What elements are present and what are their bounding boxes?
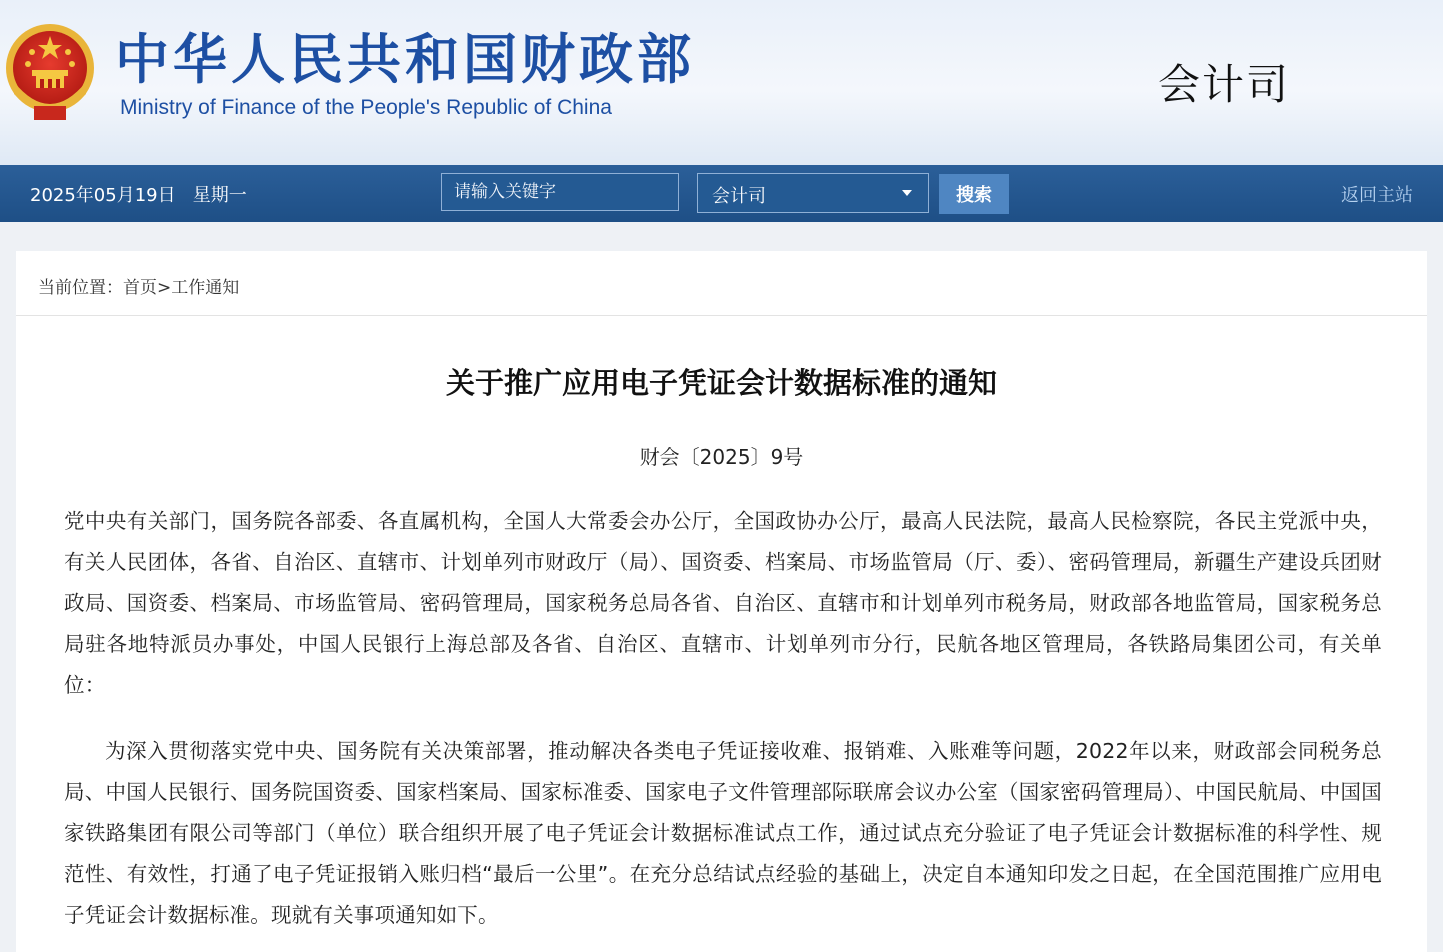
department-select-value: 会计司 (712, 186, 766, 207)
department-select[interactable] (697, 173, 929, 213)
national-emblem-icon[interactable] (4, 22, 96, 122)
chevron-down-icon (902, 190, 912, 196)
breadcrumb-separator: > (157, 278, 172, 298)
department-title: 会计司 (1158, 60, 1291, 109)
breadcrumb-home-link[interactable]: 首页 (123, 278, 157, 298)
weekday-text: 星期一 (192, 185, 247, 206)
breadcrumb-divider (16, 315, 1427, 316)
breadcrumb-current-link[interactable]: 工作通知 (171, 278, 240, 298)
breadcrumb (38, 273, 239, 298)
main-content (16, 251, 1427, 952)
recipients-paragraph: 党中央有关部门，国务院各部委、各直属机构，全国人大常委会办公厅，全国政协办公厅，最高人民法院，最高人民检察院，各民主党派中央，有关人民团体，各省、自治区、直辖市、计划单列市财政厅（局）、国资委、档案局、市场监管局（厅、委）、密码管理局，新疆生产建设兵团财政局、国资委、档案局、市场监管局、密码管理局，国家税务总局各省、自治区、直辖市和计划单列市税务局，财政部各地监管局，国家税务总局驻各地特派员办事处，中国人民银行上海总部及各省、自治区、直辖市、计划单列市分行，民航各地区管理局，各铁路局集团公司，有关单位： (64, 509, 1382, 697)
intro-paragraph: 为深入贯彻落实党中央、国务院有关决策部署，推动解决各类电子凭证接收难、报销难、入账难等问题，2022年以来，财政部会同税务总局、中国人民银行、国务院国资委、国家档案局、国家标准委、国家电子文件管理部际联席会议办公室（国家密码管理局）、中国民航局、中国国家铁路集团有限公司等部门（单位）联合组织开展了电子凭证会计数据标准试点工作，通过试点充分验证了电子凭证会计数据标准的科学性、规范性、有效性，打通了电子凭证报销入账归档“最后一公里”。在充分总结试点经验的基础上，决定自本通知印发之日起，在全国范围推广应用电子凭证会计数据标准。现就有关事项通知如下。 (64, 739, 1382, 927)
date-text: 2025年05月19日 (30, 185, 176, 206)
search-button[interactable]: 搜索 (939, 174, 1009, 214)
article-title: 关于推广应用电子凭证会计数据标准的通知 (445, 366, 997, 400)
ministry-name-cn[interactable]: 中华人民共和国财政部 (115, 28, 695, 91)
ministry-name-en[interactable]: Ministry of Finance of the People's Republic of China (120, 96, 612, 119)
document-number: 财会〔2025〕9号 (639, 445, 804, 469)
return-home-link[interactable]: 返回主站 (1341, 185, 1413, 206)
site-header (0, 0, 1443, 165)
current-date (30, 181, 247, 207)
search-input[interactable] (441, 173, 679, 211)
breadcrumb-label: 当前位置： (38, 278, 123, 298)
nav-bar (0, 165, 1443, 222)
